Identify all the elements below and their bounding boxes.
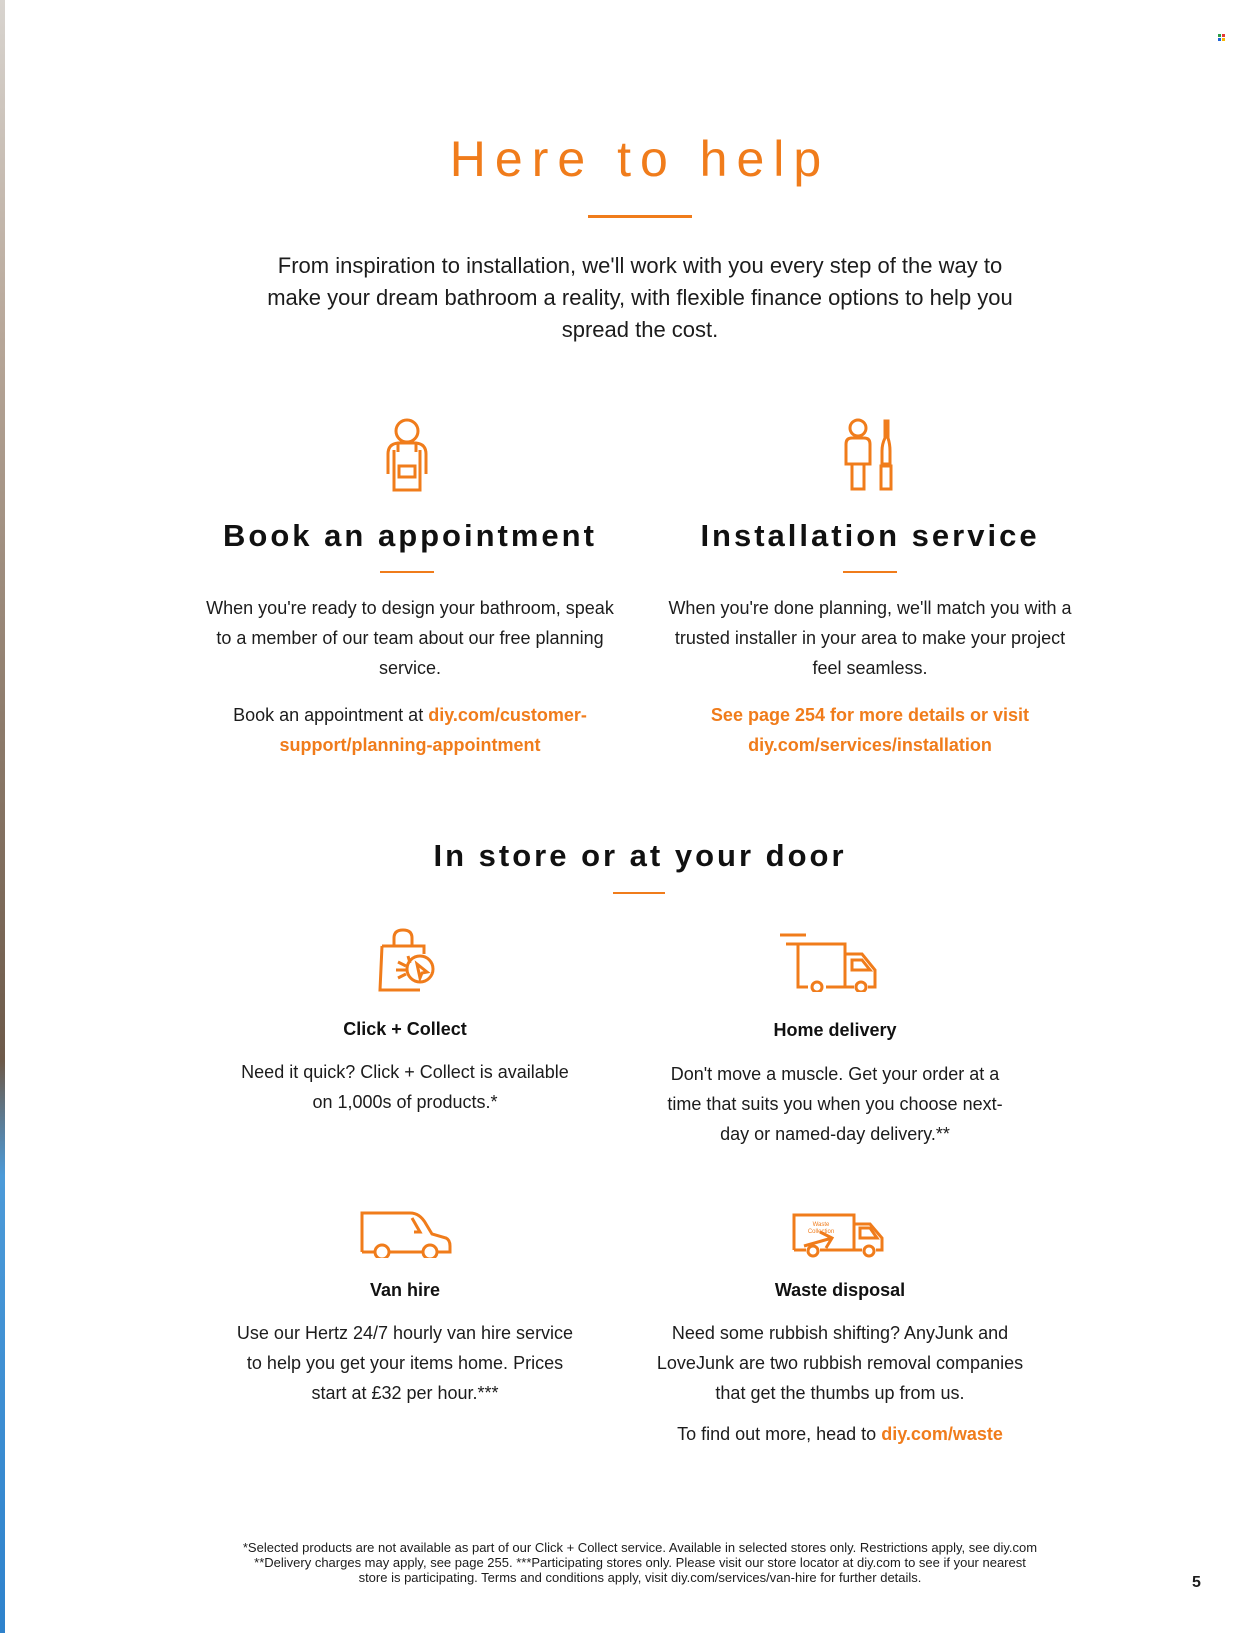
waste-cta-prefix: To find out more, head to xyxy=(677,1424,882,1444)
click-collect-text: Need it quick? Click + Collect is available on 1,000s of products.* xyxy=(241,1062,569,1112)
footnote-line: *Selected products are not available as part of our Click + Collect service. Available in selected stores only. Restrictions apply, see diy.com xyxy=(242,1540,1038,1555)
book-appointment-heading: Book an appointment xyxy=(223,518,597,553)
svg-text:Waste: Waste xyxy=(812,1222,830,1228)
waste-disposal-text: Need some rubbish shifting? AnyJunk and LoveJunk are two rubbish removal companies that get the thumbs up from us. xyxy=(656,1323,1024,1403)
page-edge-strip xyxy=(0,0,5,1633)
waste-collection-truck-icon xyxy=(792,1210,886,1258)
footnotes xyxy=(200,1540,1080,1585)
van-hire-text: Use our Hertz 24/7 hourly van hire service to help you get your items home. Prices start at £32 per hour.*** xyxy=(236,1323,574,1403)
installation-text: When you're done planning, we'll match you with a trusted installer in your area to make your project feel seamless. xyxy=(668,598,1072,678)
shopping-bag-click-icon xyxy=(378,928,438,992)
svg-text:Collection: Collection xyxy=(807,1229,835,1235)
footnote-line: store is participating. Terms and conditions apply, visit diy.com/services/van-hire for further details. xyxy=(358,1570,922,1585)
footnote-line: **Delivery charges may apply, see page 255. ***Participating stores only. Please visit our store locator at diy.com to see if your nearest xyxy=(254,1555,1026,1570)
colour-dots-icon xyxy=(1218,34,1225,41)
title-underline xyxy=(588,215,692,218)
page-title: Here to help xyxy=(449,131,831,187)
section2-heading: In store or at your door xyxy=(433,838,847,873)
book-appointment-text: When you're ready to design your bathroom, speak to a member of our team about our free planning service. xyxy=(206,598,614,678)
installation-heading: Installation service xyxy=(700,518,1040,553)
waste-disposal-heading: Waste disposal xyxy=(774,1280,906,1300)
installation-link[interactable]: See page 254 for more details or visit diy.com/services/installation xyxy=(710,705,1030,755)
waste-link[interactable]: diy.com/waste xyxy=(881,1424,1003,1444)
book-appointment-cta xyxy=(205,700,615,760)
section2-underline xyxy=(613,892,665,894)
book-appointment-cta-prefix: Book an appointment at xyxy=(233,705,429,725)
waste-disposal-cta xyxy=(640,1419,1040,1449)
home-delivery-text: Don't move a muscle. Get your order at a time that suits you when you choose next-day or named-day delivery.** xyxy=(667,1064,1003,1144)
van-icon xyxy=(360,1210,452,1258)
apron-person-icon xyxy=(380,418,434,492)
click-collect-heading: Click + Collect xyxy=(343,1019,467,1039)
delivery-truck-icon xyxy=(778,932,880,992)
van-hire-heading: Van hire xyxy=(369,1280,441,1300)
installation-underline xyxy=(843,571,897,573)
installation-cta xyxy=(670,700,1070,760)
page-number: 5 xyxy=(1192,1574,1201,1591)
intro-text: From inspiration to installation, we'll work with you every step of the way to make your dream bathroom a reality, with flexible finance options to help you spread the cost. xyxy=(267,253,1013,342)
home-delivery-heading: Home delivery xyxy=(773,1020,897,1040)
installer-screwdriver-icon xyxy=(842,418,900,492)
book-appointment-underline xyxy=(380,571,434,573)
planning-appointment-link[interactable]: diy.com/customer-support/planning-appointment xyxy=(279,705,587,755)
